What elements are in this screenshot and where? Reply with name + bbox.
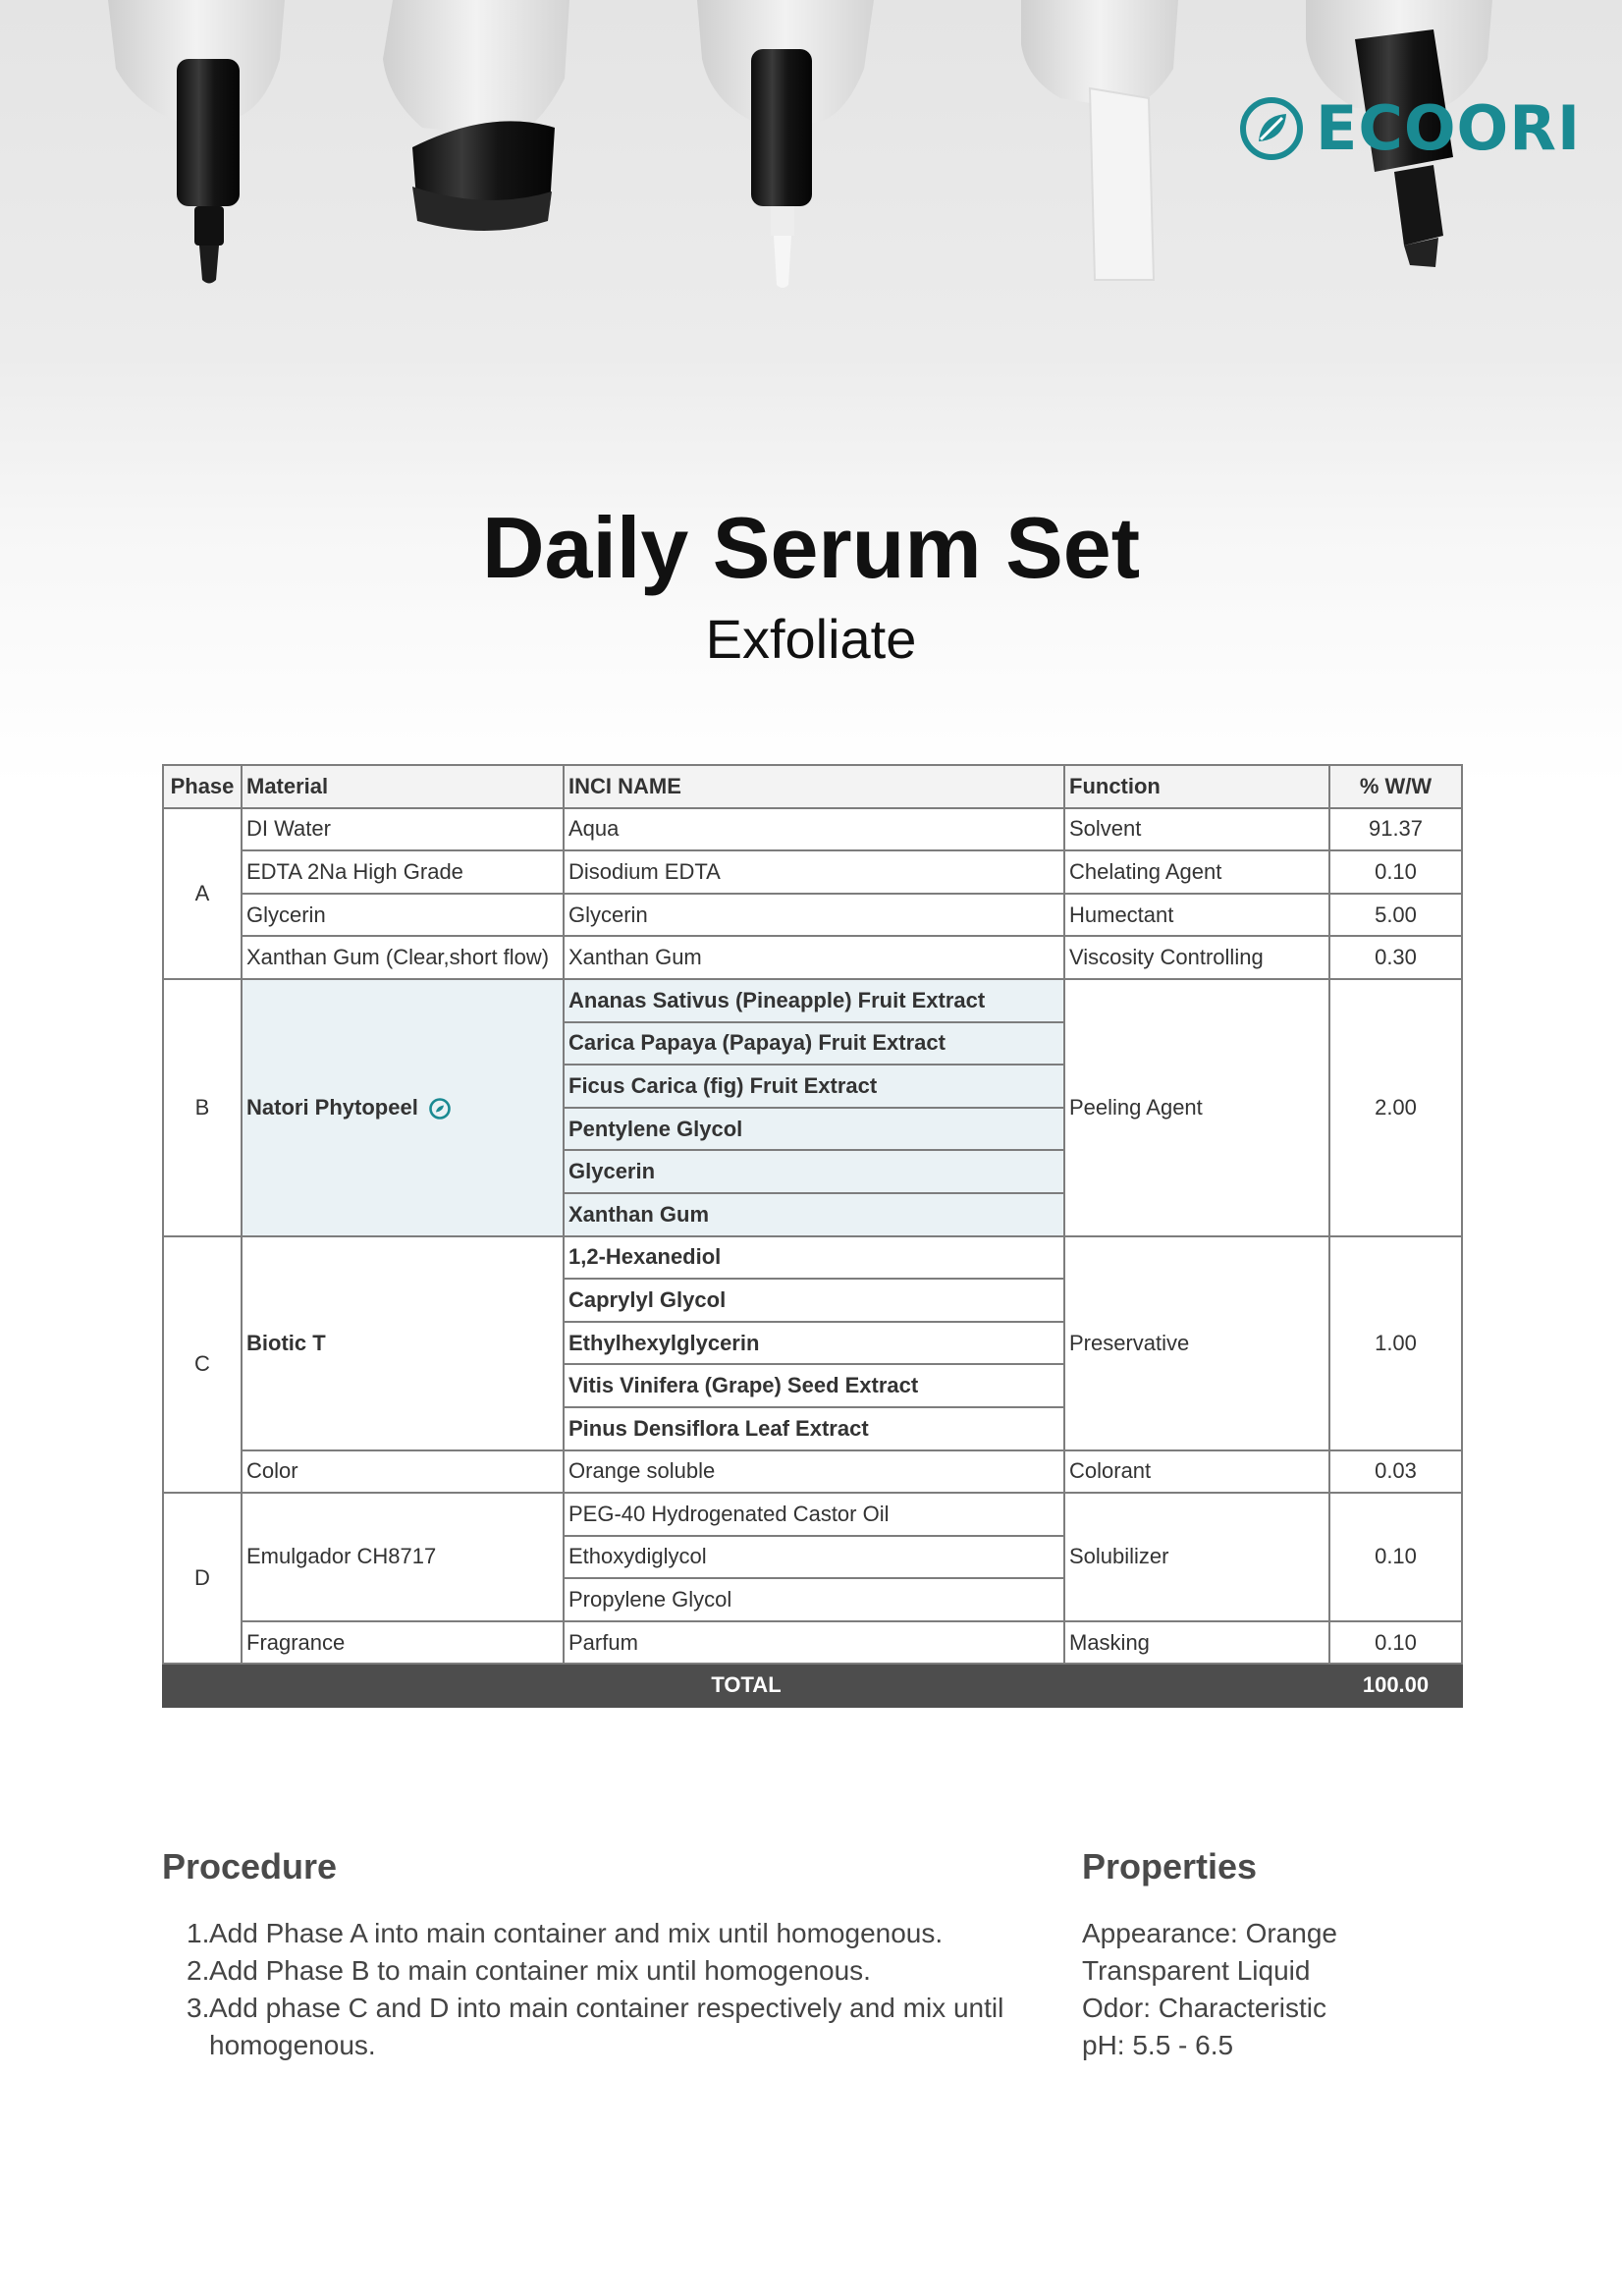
step-number: 1. [187,1918,210,1948]
header-phase: Phase [163,765,242,808]
function-cell: Solvent [1064,808,1329,851]
table-row [163,979,1462,1022]
percent-cell: 2.00 [1329,979,1462,1236]
table-header-row [163,765,1462,808]
check-circle-icon [428,1097,452,1121]
percent-cell: 0.30 [1329,936,1462,979]
percent-cell: 1.00 [1329,1236,1462,1450]
step-text: Add Phase A into main container and mix until homogenous. [209,1918,944,1948]
material-name: Natori Phytopeel [246,1094,418,1120]
function-cell: Colorant [1064,1450,1329,1494]
properties-list [1082,1915,1406,2064]
inci-cell: Glycerin [564,1150,1064,1193]
inci-cell: Aqua [564,808,1064,851]
inci-cell: Orange soluble [564,1450,1064,1494]
function-cell: Peeling Agent [1064,979,1329,1236]
material-cell: Emulgador CH8717 [242,1493,564,1621]
material-cell: Fragrance [242,1621,564,1665]
inci-cell: Parfum [564,1621,1064,1665]
material-cell: Biotic T [242,1236,564,1450]
percent-cell: 0.03 [1329,1450,1462,1494]
phase-cell: C [163,1236,242,1494]
step-number: 2. [187,1955,210,1986]
header-inci: INCI NAME [564,765,1064,808]
inci-cell: 1,2-Hexanediol [564,1236,1064,1280]
table-row [163,1621,1462,1665]
properties-title: Properties [1082,1846,1258,1886]
percent-cell: 0.10 [1329,850,1462,894]
material-cell: Color [242,1450,564,1494]
table-row [163,1450,1462,1494]
percent-cell: 91.37 [1329,808,1462,851]
step-text: Add phase C and D into main container respectively and mix until homogenous. [209,1993,1004,2060]
function-cell: Chelating Agent [1064,850,1329,894]
step-text: Add Phase B to main container mix until homogenous. [209,1955,871,1986]
total-row [163,1664,1462,1707]
function-cell: Humectant [1064,894,1329,937]
table-row [163,1493,1462,1536]
brand-logo [1239,92,1581,165]
function-cell: Solubilizer [1064,1493,1329,1621]
material-cell: DI Water [242,808,564,851]
percent-cell: 0.10 [1329,1493,1462,1621]
table-row [163,894,1462,937]
inci-cell: Vitis Vinifera (Grape) Seed Extract [564,1364,1064,1407]
header-material: Material [242,765,564,808]
inci-cell: Ethylhexylglycerin [564,1322,1064,1365]
procedure-list [187,1915,1011,2064]
inci-cell: Glycerin [564,894,1064,937]
tube-photo [1021,0,1178,280]
brand-logo-text: ECOORI [1316,92,1582,164]
property-line: Appearance: Orange Transparent Liquid [1082,1918,1337,1986]
material-cell: Xanthan Gum (Clear,short flow) [242,936,564,979]
inci-cell: Ethoxydiglycol [564,1536,1064,1579]
list-item [187,1990,1011,2064]
phase-cell: B [163,979,242,1236]
inci-cell: Pentylene Glycol [564,1108,1064,1151]
property-line: Odor: Characteristic [1082,1993,1326,2023]
formula-table [162,764,1463,1708]
table-row [163,808,1462,851]
total-label: TOTAL [163,1664,1329,1707]
step-number: 3. [187,1993,210,2023]
inci-cell: Caprylyl Glycol [564,1279,1064,1322]
procedure-title: Procedure [162,1846,338,1886]
phase-cell: A [163,808,242,979]
inci-cell: Ficus Carica (fig) Fruit Extract [564,1065,1064,1108]
list-item [187,1915,1011,1952]
page-subtitle: Exfoliate [705,608,917,670]
inci-cell: Disodium EDTA [564,850,1064,894]
function-cell: Preservative [1064,1236,1329,1450]
inci-cell: Propylene Glycol [564,1578,1064,1621]
percent-cell: 5.00 [1329,894,1462,937]
inci-cell: Xanthan Gum [564,936,1064,979]
material-cell [242,979,564,1236]
material-cell: Glycerin [242,894,564,937]
leaf-circle-icon [1239,96,1304,161]
material-cell: EDTA 2Na High Grade [242,850,564,894]
total-percent: 100.00 [1329,1664,1462,1707]
table-row [163,1236,1462,1280]
list-item [187,1952,1011,1990]
white-dropper-photo [697,0,874,288]
function-cell: Viscosity Controlling [1064,936,1329,979]
function-cell: Masking [1064,1621,1329,1665]
table-row [163,936,1462,979]
jar-photo [383,0,569,231]
inci-cell: Carica Papaya (Papaya) Fruit Extract [564,1022,1064,1066]
header-function: Function [1064,765,1329,808]
page-title: Daily Serum Set [481,499,1141,596]
percent-cell: 0.10 [1329,1621,1462,1665]
dropper-bottle-photo [108,0,285,284]
table-row [163,850,1462,894]
header-percent: % W/W [1329,765,1462,808]
inci-cell: Xanthan Gum [564,1193,1064,1236]
property-line: pH: 5.5 - 6.5 [1082,2030,1234,2060]
inci-cell: Ananas Sativus (Pineapple) Fruit Extract [564,979,1064,1022]
inci-cell: PEG-40 Hydrogenated Castor Oil [564,1493,1064,1536]
phase-cell: D [163,1493,242,1664]
inci-cell: Pinus Densiflora Leaf Extract [564,1407,1064,1450]
